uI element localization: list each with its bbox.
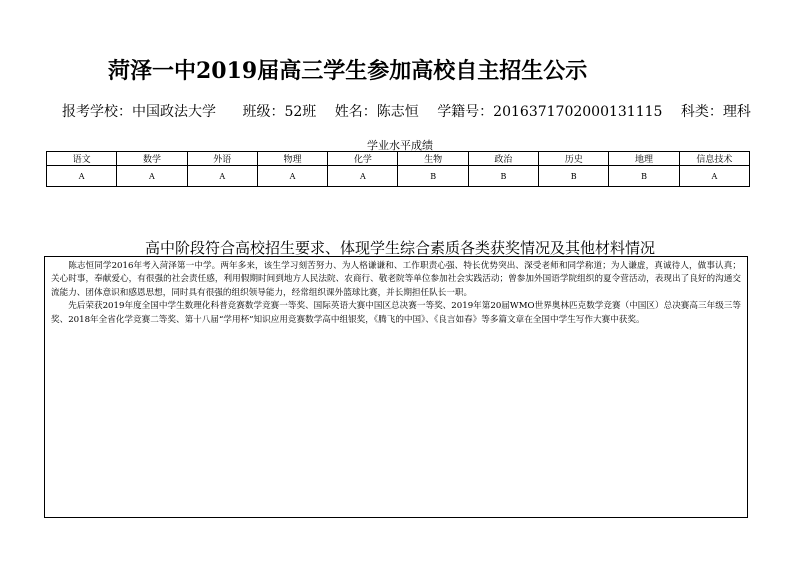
grade-cell: B — [609, 166, 679, 187]
subject-header: 外语 — [187, 152, 257, 166]
subject-header: 数学 — [117, 152, 187, 166]
subject-header: 历史 — [539, 152, 609, 166]
subject-header: 物理 — [257, 152, 327, 166]
subject-header: 信息技术 — [679, 152, 749, 166]
subject-field: 科类：理科 — [680, 104, 751, 120]
subject-header: 生物 — [398, 152, 468, 166]
grade-cell: A — [679, 166, 749, 187]
scores-grade-row — [47, 166, 750, 187]
grade-cell: A — [47, 166, 117, 187]
grade-cell: A — [187, 166, 257, 187]
awards-paragraph: 先后荣获2019年度全国中学生数理化科普竞赛数学竞赛一等奖、国际英语大赛中国区总决赛一等奖、2019年第20届WMO世界奥林匹克数学竞赛（中国区）总决赛高三年级三等奖、2018年全省化学竞赛二等奖、第十八届“学用杯”知识应用竞赛数学高中组银奖，《腾飞的中国》、《良言如春》等多篇文章在全国中学生写作大赛中获奖。 — [51, 301, 741, 325]
page-title: 菏泽一中2019届高三学生参加高校自主招生公示 — [108, 58, 588, 84]
grade-cell: A — [257, 166, 327, 187]
grade-cell: A — [117, 166, 187, 187]
class-field: 班级：52班 — [242, 104, 317, 120]
scores-table — [46, 151, 750, 187]
awards-content-box — [44, 256, 748, 518]
student-info-line — [62, 101, 800, 121]
grade-cell: A — [328, 166, 398, 187]
name-field: 姓名：陈志恒 — [334, 104, 419, 120]
scores-title: 学业水平成绩 — [367, 139, 433, 152]
subject-header: 化学 — [328, 152, 398, 166]
student-id-field: 学籍号：2016371702000131115 — [437, 104, 663, 120]
subject-header: 政治 — [468, 152, 538, 166]
grade-cell: B — [468, 166, 538, 187]
subject-header: 语文 — [47, 152, 117, 166]
grade-cell: B — [398, 166, 468, 187]
school-field: 报考学校：中国政法大学 — [62, 104, 216, 120]
student-description-paragraph: 陈志恒同学2016年考入菏泽第一中学。两年多来，该生学习刻苦努力、为人格谦谦和、工作职责心强、特长优势突出、深受老师和同学称道；为人谦虚，真诚待人，做事认真；关心时事，奉献爱心，有很强的社会责任感，利用假期时间到地方人民法院、农商行、敬老院等单位参加社会实践活动；曾参加外国语学院组织的夏令营活动，表现出了良好的沟通交流能力、团体意识和感恩思想，同时具有很强的组织领导能力，经常组织课外篮球比赛，并长期担任队长一职。 — [51, 261, 741, 298]
subject-header: 地理 — [609, 152, 679, 166]
awards-section-title: 高中阶段符合高校招生要求、体现学生综合素质各类获奖情况及其他材料情况 — [144, 239, 655, 257]
grade-cell: B — [539, 166, 609, 187]
scores-header-row — [47, 152, 750, 166]
